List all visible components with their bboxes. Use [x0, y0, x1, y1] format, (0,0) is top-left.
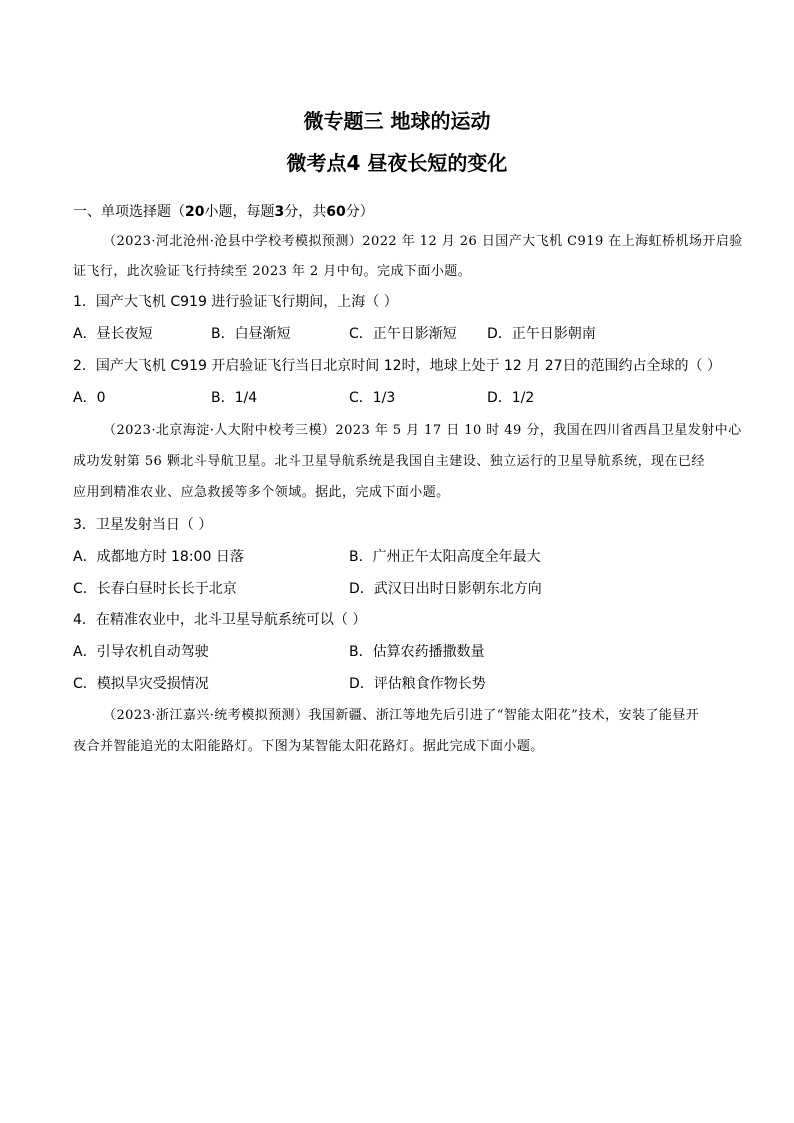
question-4-option-a: A．引导农机自动驾驶 [73, 644, 209, 660]
page-subtitle: 微考点4 昼夜长短的变化 [286, 151, 508, 175]
question-4-stem: 4．在精准农业中，北斗卫星导航系统可以（ ） [73, 612, 367, 628]
question-2-option-a: A．0 [73, 390, 106, 406]
section-suffix: 分） [345, 204, 374, 220]
question-1-option-b: B．白昼渐短 [211, 326, 291, 342]
question-3-option-b: B．广州正午太阳高度全年最大 [349, 549, 541, 565]
question-2-option-b: B．1/4 [211, 390, 258, 406]
question-4-option-b: B．估算农药播撒数量 [349, 644, 485, 660]
material-2-line-2: 成功发射第 56 颗北斗导航卫星。北斗卫星导航系统是我国自主建设、独立运行的卫星导航系统，现在已经 [73, 454, 705, 469]
material-1-line-2: 证飞行，此次验证飞行持续至 2023 年 2 月中旬。完成下面小题。 [73, 264, 472, 279]
question-1-stem: 1．国产大飞机 C919 进行验证飞行期间，上海（ ） [73, 294, 398, 310]
section-total: 60 [326, 204, 346, 220]
question-3-option-a: A．成都地方时 18:00 日落 [73, 549, 244, 565]
section-count: 20 [185, 204, 205, 220]
question-2-option-c: C．1/3 [349, 390, 396, 406]
section-prefix: 一、单项选择题（ [73, 204, 185, 220]
material-2-line-3: 应用到精准农业、应急救援等多个领域。据此，完成下面小题。 [73, 485, 450, 500]
section-mid1: 小题，每题 [204, 204, 275, 220]
material-3-line-2: 夜合并智能追光的太阳能路灯。下图为某智能太阳花路灯。据此完成下面小题。 [73, 739, 544, 754]
question-2-stem: 2．国产大飞机 C919 开启验证飞行当日北京时间 12时，地球上处于 12 月 27日的范围约占全球的（ ） [73, 358, 721, 374]
question-1-option-c: C．正午日影渐短 [349, 326, 457, 342]
question-1-option-d: D．正午日影朝南 [487, 326, 596, 342]
section-mid2: 分，共 [284, 204, 327, 220]
section-heading [73, 203, 374, 221]
question-4-option-d: D．评估粮食作物长势 [349, 676, 486, 692]
question-3-option-d: D．武汉日出时日影朝东北方向 [349, 581, 542, 597]
material-2-line-1: （2023·北京海淀·人大附中校考三模）2023 年 5 月 17 日 10 时 49 分，我国在四川省西昌卫星发射中心 [103, 423, 742, 438]
page-title: 微专题三 地球的运动 [303, 109, 491, 133]
question-4-option-c: C．模拟旱灾受损情况 [73, 676, 209, 692]
question-3-stem: 3．卫星发射当日（ ） [73, 517, 213, 533]
question-1-option-a: A．昼长夜短 [73, 326, 153, 342]
question-2-option-d: D．1/2 [487, 390, 535, 406]
section-score: 3 [274, 204, 285, 220]
material-1-line-1: （2023·河北沧州·沧县中学校考模拟预测）2022 年 12 月 26 日国产大飞机 C919 在上海虹桥机场开启验 [103, 234, 743, 249]
material-3-line-1: （2023·浙江嘉兴·统考模拟预测）我国新疆、浙江等地先后引进了“智能太阳花”技术，安装了能昼开 [103, 708, 700, 723]
question-3-option-c: C．长春白昼时长长于北京 [73, 581, 237, 597]
